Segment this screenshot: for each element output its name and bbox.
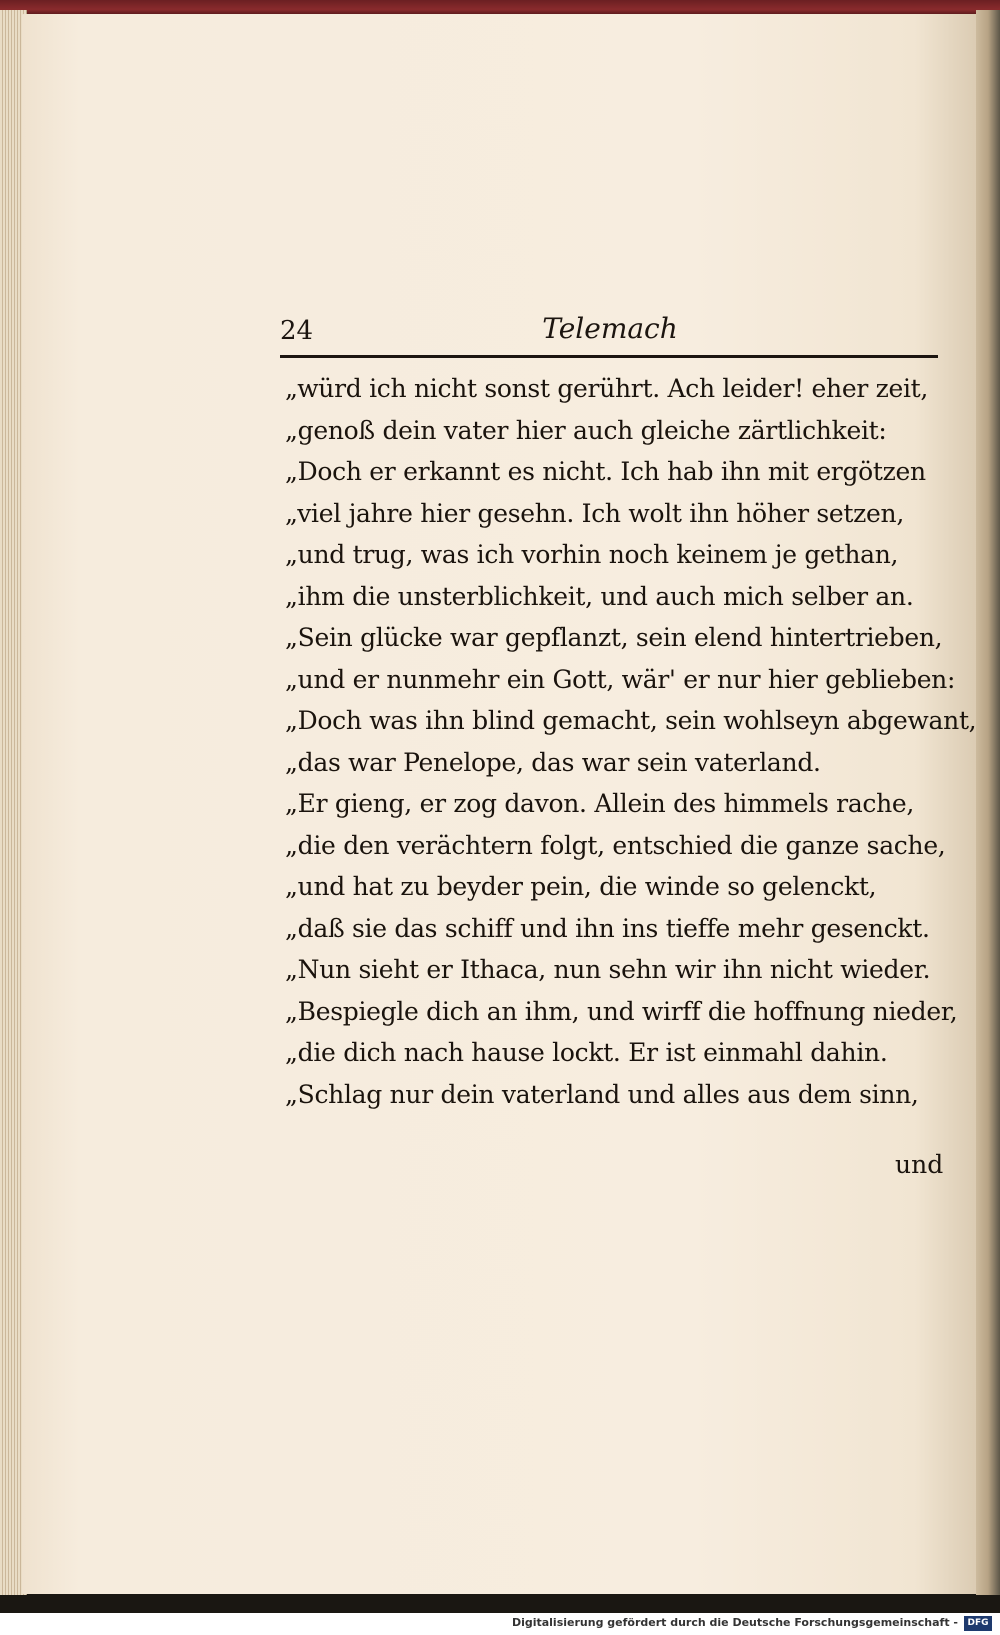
verse-line: „die den verächtern folgt, entschied die ganze sache, — [285, 830, 946, 860]
verse-line: „daß sie das schiff und ihn ins tieffe mehr gesenckt. — [285, 913, 930, 943]
verse-line: „die dich nach hause lockt. Er ist einmahl dahin. — [285, 1038, 888, 1067]
verse-line: „Nun sieht er Ithaca, nun sehn wir ihn nicht wieder. — [285, 955, 931, 984]
header-rule — [280, 355, 938, 358]
catchword: und — [895, 1150, 944, 1179]
digitization-footer — [0, 1613, 1000, 1635]
verse-text — [285, 368, 977, 1115]
dfg-logo: DFG — [964, 1616, 992, 1631]
verse-line: „und er nunmehr ein Gott, wär' er nur hier geblieben: — [285, 664, 956, 694]
verse-line: „und hat zu beyder pein, die winde so gelenckt, — [285, 872, 877, 901]
verse-line: „ihm die unsterblichkeit, und auch mich selber an. — [285, 581, 914, 611]
facing-page-edge — [976, 10, 1000, 1595]
verse-line: „Doch er erkannt es nicht. Ich hab ihn mit ergötzen — [285, 457, 926, 486]
page-header — [280, 310, 938, 352]
verse-line: „das war Penelope, das war sein vaterland. — [285, 747, 821, 777]
verse-line: „und trug, was ich vorhin noch keinem je gethan, — [285, 540, 899, 569]
verse-line: „genoß dein vater hier auch gleiche zärtlichkeit: — [285, 415, 887, 445]
verse-line: „Doch was ihn blind gemacht, sein wohlseyn abgewant, — [285, 706, 977, 735]
verse-line: „Schlag nur dein vaterland und alles aus dem sinn, — [285, 1079, 919, 1109]
funding-credit: Digitalisierung gefördert durch die Deutsche Forschungsgemeinschaft - — [511, 1616, 958, 1629]
running-title: Telemach — [542, 312, 678, 345]
verse-line: „Bespiegle dich an ihm, und wirff die hoffnung nieder, — [285, 996, 958, 1026]
verse-line: „würd ich nicht sonst gerührt. Ach leider! eher zeit, — [285, 374, 929, 403]
verse-line: „viel jahre hier gesehn. Ich wolt ihn höher setzen, — [285, 498, 904, 528]
page-number: 24 — [280, 316, 314, 346]
verse-line: „Sein glücke war gepflanzt, sein elend hintertrieben, — [285, 623, 943, 652]
verse-line: „Er gieng, er zog davon. Allein des himmels rache, — [285, 789, 915, 818]
